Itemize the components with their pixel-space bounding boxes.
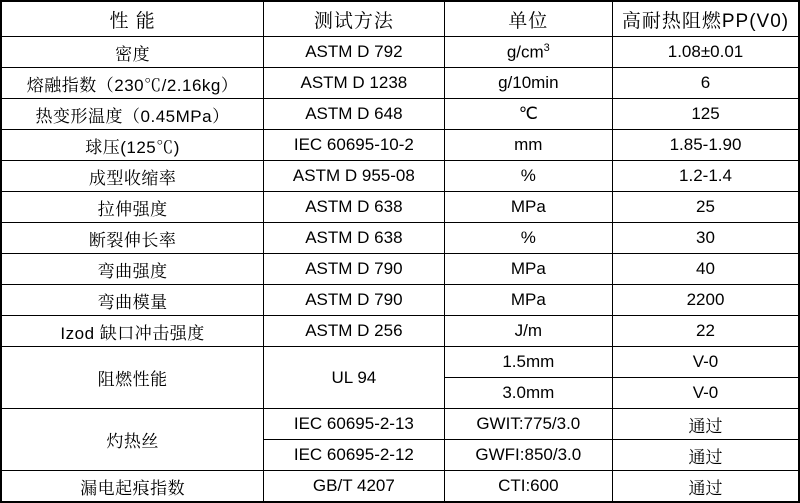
cell-property: 弯曲强度 xyxy=(1,254,264,285)
cell-value: 6 xyxy=(613,68,799,99)
cell-method: IEC 60695-2-13 xyxy=(264,409,444,440)
cell-unit: MPa xyxy=(444,285,612,316)
table-row xyxy=(1,316,799,347)
cell-value: 1.85-1.90 xyxy=(613,130,799,161)
cell-property: 灼热丝 xyxy=(1,409,264,471)
table-row xyxy=(1,99,799,130)
cell-value: 25 xyxy=(613,192,799,223)
cell-property: 阻燃性能 xyxy=(1,347,264,409)
table-row xyxy=(1,130,799,161)
table-row xyxy=(1,347,799,378)
cell-method: ASTM D 955-08 xyxy=(264,161,444,192)
unit-superscript: 3 xyxy=(543,41,550,54)
cell-method: ASTM D 1238 xyxy=(264,68,444,99)
cell-value: 通过 xyxy=(613,409,799,440)
cell-method: IEC 60695-10-2 xyxy=(264,130,444,161)
cell-method: ASTM D 792 xyxy=(264,37,444,68)
table-body xyxy=(1,37,799,503)
cell-value: 40 xyxy=(613,254,799,285)
cell-property: 断裂伸长率 xyxy=(1,223,264,254)
cell-value: 1.08±0.01 xyxy=(613,37,799,68)
cell-method: ASTM D 638 xyxy=(264,223,444,254)
cell-property: 拉伸强度 xyxy=(1,192,264,223)
cell-method: ASTM D 648 xyxy=(264,99,444,130)
cell-method: ASTM D 256 xyxy=(264,316,444,347)
cell-property: 熔融指数（230℃/2.16kg） xyxy=(1,68,264,99)
cell-property: 密度 xyxy=(1,37,264,68)
cell-unit: mm xyxy=(444,130,612,161)
cell-value: 22 xyxy=(613,316,799,347)
cell-unit: ℃ xyxy=(444,99,612,130)
cell-method: UL 94 xyxy=(264,347,444,409)
cell-unit: J/m xyxy=(444,316,612,347)
table-row xyxy=(1,254,799,285)
cell-method: ASTM D 790 xyxy=(264,285,444,316)
cell-method: IEC 60695-2-12 xyxy=(264,440,444,471)
cell-value: 2200 xyxy=(613,285,799,316)
table-row xyxy=(1,409,799,440)
table-row xyxy=(1,471,799,503)
table-row xyxy=(1,285,799,316)
cell-unit: MPa xyxy=(444,254,612,285)
cell-unit: % xyxy=(444,161,612,192)
table-row xyxy=(1,68,799,99)
header-value: 高耐热阻燃PP(V0) xyxy=(613,1,799,37)
unit-text: g/cm xyxy=(506,42,544,62)
cell-property: 球压(125℃) xyxy=(1,130,264,161)
cell-value: 1.2-1.4 xyxy=(613,161,799,192)
cell-property: 弯曲模量 xyxy=(1,285,264,316)
table-row xyxy=(1,192,799,223)
cell-unit: CTI:600 xyxy=(444,471,612,503)
cell-method: ASTM D 638 xyxy=(264,192,444,223)
cell-value: 通过 xyxy=(613,471,799,503)
cell-value: 通过 xyxy=(613,440,799,471)
cell-value: 125 xyxy=(613,99,799,130)
cell-unit: 1.5mm xyxy=(444,347,612,378)
header-property: 性 能 xyxy=(1,1,264,37)
cell-value: V-0 xyxy=(613,378,799,409)
table-row xyxy=(1,161,799,192)
table-row xyxy=(1,223,799,254)
table-header xyxy=(1,1,799,37)
cell-unit: MPa xyxy=(444,192,612,223)
cell-property: Izod 缺口冲击强度 xyxy=(1,316,264,347)
cell-unit: % xyxy=(444,223,612,254)
cell-property: 成型收缩率 xyxy=(1,161,264,192)
header-row xyxy=(1,1,799,37)
header-unit: 单位 xyxy=(444,1,612,37)
cell-unit: GWIT:775/3.0 xyxy=(444,409,612,440)
table-row xyxy=(1,37,799,68)
cell-method: GB/T 4207 xyxy=(264,471,444,503)
cell-unit xyxy=(444,37,612,68)
cell-method: ASTM D 790 xyxy=(264,254,444,285)
cell-unit: GWFI:850/3.0 xyxy=(444,440,612,471)
cell-unit: 3.0mm xyxy=(444,378,612,409)
header-method: 测试方法 xyxy=(264,1,444,37)
cell-value: V-0 xyxy=(613,347,799,378)
cell-property: 热变形温度（0.45MPa） xyxy=(1,99,264,130)
cell-value: 30 xyxy=(613,223,799,254)
cell-unit: g/10min xyxy=(444,68,612,99)
cell-property: 漏电起痕指数 xyxy=(1,471,264,503)
